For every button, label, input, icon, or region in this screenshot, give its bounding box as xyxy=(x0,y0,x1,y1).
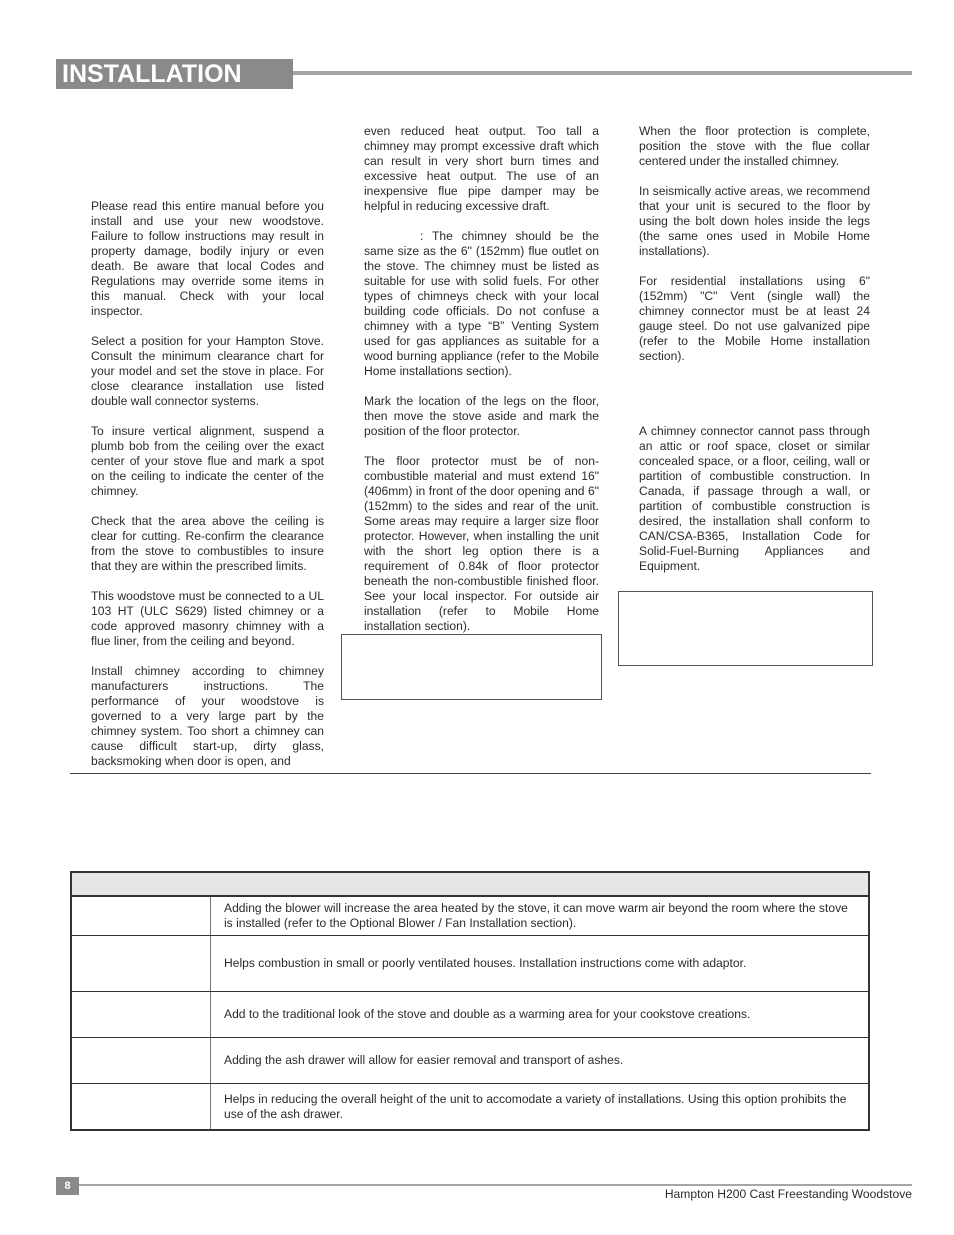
footer-product-name: Hampton H200 Cast Freestanding Woodstove xyxy=(664,1187,912,1201)
footer-rule xyxy=(79,1184,912,1186)
paragraph: even reduced heat output. Too tall a chimney may prompt excessive draft which can result in very short burn times and excessive heat output. The use of an inexpensive flue pipe damper may be helpful in reducing excessive draft. xyxy=(364,124,599,213)
option-name-cell xyxy=(71,1084,211,1131)
text-column-2 xyxy=(364,124,599,649)
paragraph: Mark the location of the legs on the floor, then move the stove aside and mark the position of the floor protector. xyxy=(364,394,599,438)
text-column-3 xyxy=(639,124,870,634)
paragraph: To insure vertical alignment, suspend a plumb bob from the ceiling over the exact center of your stove flue and mark a spot on the ceiling to indicate the center of the chimney. xyxy=(91,424,324,498)
paragraph: A chimney connector cannot pass through an attic or roof space, closet or similar concealed space, or a floor, ceiling, wall or partition of combustible construction. In Canada, if passage through a wall, or partition of combustible construction is desired, the installation shall conform to CAN/CSA-B365, Installation Code for Solid-Fuel-Burning Appliances and Equipment. xyxy=(639,424,870,573)
text-column-1 xyxy=(91,199,324,784)
option-name-cell xyxy=(71,992,211,1038)
table-row xyxy=(71,1084,869,1131)
header-rule xyxy=(293,71,912,75)
options-table xyxy=(70,871,870,1131)
paragraph: For residential installations using 6" (152mm) "C" Vent (single wall) the chimney connector must be at least 24 gauge steel. Do not use galvanized pipe (refer to the Mobile Home installation section). xyxy=(639,274,870,363)
paragraph: Install chimney according to chimney manufacturers instructions. The performance of your woodstove is governed to a very large part by the chimney system. Too short a chimney can cause difficult start-up, dirty glass, backsmoking when door is open, and xyxy=(91,664,324,768)
option-name-cell xyxy=(71,896,211,936)
paragraph: Check that the area above the ceiling is clear for cutting. Re-confirm the clearance from the stove to combustibles to insure that they are within the prescribed limits. xyxy=(91,514,324,573)
notice-box xyxy=(341,634,602,700)
section-divider xyxy=(70,773,871,774)
paragraph: This woodstove must be connected to a UL 103 HT (ULC S629) listed chimney or a code approved masonry chimney with a flue liner, from the ceiling and beyond. xyxy=(91,589,324,648)
table-header-cell xyxy=(71,872,869,896)
table-header-row xyxy=(71,872,869,896)
table-row xyxy=(71,896,869,936)
section-header xyxy=(56,59,293,89)
option-description: Helps in reducing the overall height of the unit to accomodate a variety of installations. Using this option prohibits the use of the ash drawer. xyxy=(211,1084,870,1131)
table-row xyxy=(71,992,869,1038)
paragraph: Please read this entire manual before you install and use your new woodstove. Failure to follow instructions may result in property damage, bodily injury or even death. Be aware that local Codes and Regulations may override some items in this manual. Check with your local inspector. xyxy=(91,199,324,318)
paragraph: When the floor protection is complete, position the stove with the flue collar centered under the installed chimney. xyxy=(639,124,870,168)
table-row xyxy=(71,1038,869,1084)
section-title: INSTALLATION xyxy=(62,60,242,88)
option-description: Adding the blower will increase the area heated by the stove, it can move warm air beyond the room where the stove is installed (refer to the Optional Blower / Fan Installation section). xyxy=(211,896,870,936)
paragraph: In seismically active areas, we recommend that your unit is secured to the floor by using the bolt down holes inside the legs (the same ones used in Mobile Home installations). xyxy=(639,184,870,258)
option-description: Add to the traditional look of the stove and double as a warming area for your cookstove creations. xyxy=(211,992,870,1038)
page-number: 8 xyxy=(56,1177,79,1195)
paragraph: Select a position for your Hampton Stove. Consult the minimum clearance chart for your model and set the stove in place. For close clearance installation use listed double wall connector systems. xyxy=(91,334,324,408)
option-name-cell xyxy=(71,1038,211,1084)
notice-box xyxy=(618,591,873,666)
paragraph: : The chimney should be the same size as the 6" (152mm) flue outlet on the stove. The chimney must be listed as suitable for use with solid fuels. For other types of chimneys check with your local building code officials. Do not confuse a chimney with a type “B” Venting System used for gas appliances as suitable for a wood burning appliance (refer to the Mobile Home installations section). xyxy=(364,229,599,378)
option-description: Helps combustion in small or poorly ventilated houses. Installation instructions come with adaptor. xyxy=(211,936,870,992)
option-name-cell xyxy=(71,936,211,992)
option-description: Adding the ash drawer will allow for easier removal and transport of ashes. xyxy=(211,1038,870,1084)
table-row xyxy=(71,936,869,992)
paragraph: The floor protector must be of non-combustible material and must extend 16" (406mm) in front of the door opening and 6" (152mm) to the sides and rear of the unit. Some areas may require a larger size floor protector. However, when installing the unit with the short leg option there is a requirement of 0.84k of floor protector beneath the non-combustible finished floor. See your local inspector. For outside air installation (refer to Mobile Home installation section). xyxy=(364,454,599,633)
